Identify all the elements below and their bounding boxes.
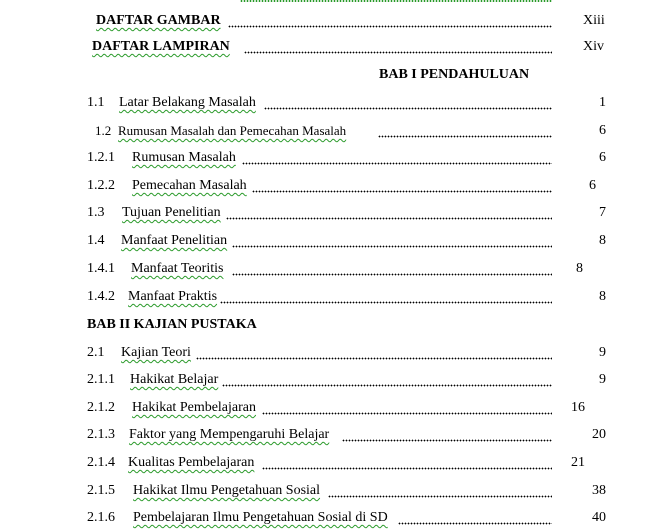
toc-title: Pembelajaran Ilmu Pengetahuan Sosial di SD bbox=[133, 510, 388, 525]
toc-title: Hakikat Belajar bbox=[130, 372, 219, 387]
toc-title: DAFTAR LAMPIRAN bbox=[92, 39, 230, 54]
toc-title: Manfaat Praktis bbox=[128, 289, 218, 304]
toc-title: Kajian Teori bbox=[121, 345, 191, 360]
toc-page: 9 bbox=[599, 345, 606, 360]
toc-number: 1.4.2 bbox=[87, 289, 115, 304]
toc-page: 40 bbox=[592, 510, 606, 525]
toc-number: 1.4.1 bbox=[87, 261, 115, 276]
toc-title: Pemecahan Masalah bbox=[132, 178, 247, 193]
dot-leader bbox=[228, 25, 552, 28]
toc-page: 20 bbox=[592, 427, 606, 442]
dot-leader bbox=[232, 273, 552, 276]
toc-row-daftar-lampiran bbox=[0, 36, 652, 58]
toc-number: 1.2.1 bbox=[87, 150, 115, 165]
toc-number: 2.1.1 bbox=[87, 372, 115, 387]
toc-row bbox=[0, 286, 652, 308]
chapter-title: BAB I PENDAHULUAN bbox=[379, 67, 530, 82]
toc-row-daftar-gambar bbox=[0, 10, 652, 32]
toc-row bbox=[0, 258, 652, 280]
toc-page: 6 bbox=[599, 150, 606, 165]
dot-leader bbox=[242, 162, 552, 165]
toc-row bbox=[0, 175, 652, 197]
toc-page: 6 bbox=[589, 178, 596, 193]
dot-leader bbox=[262, 467, 552, 470]
chapter-heading-2 bbox=[0, 314, 652, 336]
toc-title: Hakikat Ilmu Pengetahuan Sosial bbox=[133, 483, 321, 498]
toc-number: 1.2 bbox=[95, 123, 112, 138]
toc-row bbox=[0, 452, 652, 474]
toc-title: Kualitas Pembelajaran bbox=[128, 455, 255, 470]
toc-title: Faktor yang Mempengaruhi Belajar bbox=[129, 427, 330, 442]
toc-number: 2.1.3 bbox=[87, 427, 115, 442]
toc-number: 2.1.4 bbox=[87, 455, 115, 470]
dot-leader bbox=[244, 51, 552, 54]
dot-leader bbox=[262, 412, 552, 415]
dot-leader bbox=[378, 135, 552, 138]
toc-number: 1.4 bbox=[87, 233, 105, 248]
toc-number: 2.1.2 bbox=[87, 400, 115, 415]
dot-leader bbox=[232, 245, 552, 248]
dot-leader bbox=[252, 190, 552, 193]
toc-row bbox=[0, 230, 652, 252]
toc-page: 21 bbox=[571, 455, 585, 470]
toc-title: Rumusan Masalah bbox=[132, 150, 236, 165]
toc-title: Rumusan Masalah dan Pemecahan Masalah bbox=[118, 123, 347, 138]
toc-title: Manfaat Penelitian bbox=[121, 233, 228, 248]
toc-title: DAFTAR GAMBAR bbox=[96, 13, 221, 28]
toc-row bbox=[0, 424, 652, 446]
toc-row bbox=[0, 507, 652, 529]
dot-leader bbox=[398, 522, 552, 525]
dot-leader bbox=[222, 384, 552, 387]
toc-title: Manfaat Teoritis bbox=[131, 261, 224, 276]
toc-row bbox=[0, 202, 652, 224]
toc-row bbox=[0, 480, 652, 502]
chapter-title: BAB II KAJIAN PUSTAKA bbox=[87, 317, 257, 332]
toc-page: 1 bbox=[599, 95, 606, 110]
toc-page: 9 bbox=[599, 372, 606, 387]
toc-number: 2.1.6 bbox=[87, 510, 115, 525]
dot-leader bbox=[220, 301, 552, 304]
toc-page: Xiii bbox=[583, 13, 605, 28]
toc-title: Tujuan Penelitian bbox=[122, 205, 221, 220]
toc-page: 7 bbox=[599, 205, 606, 220]
toc-page: Xiv bbox=[583, 39, 604, 54]
toc-page: 8 bbox=[599, 233, 606, 248]
dot-leader bbox=[328, 495, 552, 498]
toc-row bbox=[0, 120, 652, 142]
toc-number: 2.1.5 bbox=[87, 483, 115, 498]
toc-number: 1.3 bbox=[87, 205, 105, 220]
dot-leader bbox=[226, 217, 552, 220]
toc-page: 8 bbox=[599, 289, 606, 304]
toc-page: 8 bbox=[576, 261, 583, 276]
toc-row bbox=[0, 397, 652, 419]
toc-row bbox=[0, 342, 652, 364]
toc-number: 1.2.2 bbox=[87, 178, 115, 193]
dot-leader bbox=[342, 439, 552, 442]
toc-number: 2.1 bbox=[87, 345, 105, 360]
toc-title: Latar Belakang Masalah bbox=[119, 95, 256, 110]
toc-row bbox=[0, 92, 652, 114]
dot-leader bbox=[264, 107, 552, 110]
toc-title: Hakikat Pembelajaran bbox=[132, 400, 257, 415]
toc-page: 6 bbox=[599, 123, 606, 138]
chapter-heading-1 bbox=[0, 64, 652, 86]
toc-row bbox=[0, 369, 652, 391]
dot-leader bbox=[196, 357, 552, 360]
toc-row bbox=[0, 147, 652, 169]
toc-page: 16 bbox=[571, 400, 585, 415]
toc-number: 1.1 bbox=[87, 95, 105, 110]
top-dotted-line bbox=[240, 0, 552, 2]
toc-page: 38 bbox=[592, 483, 606, 498]
